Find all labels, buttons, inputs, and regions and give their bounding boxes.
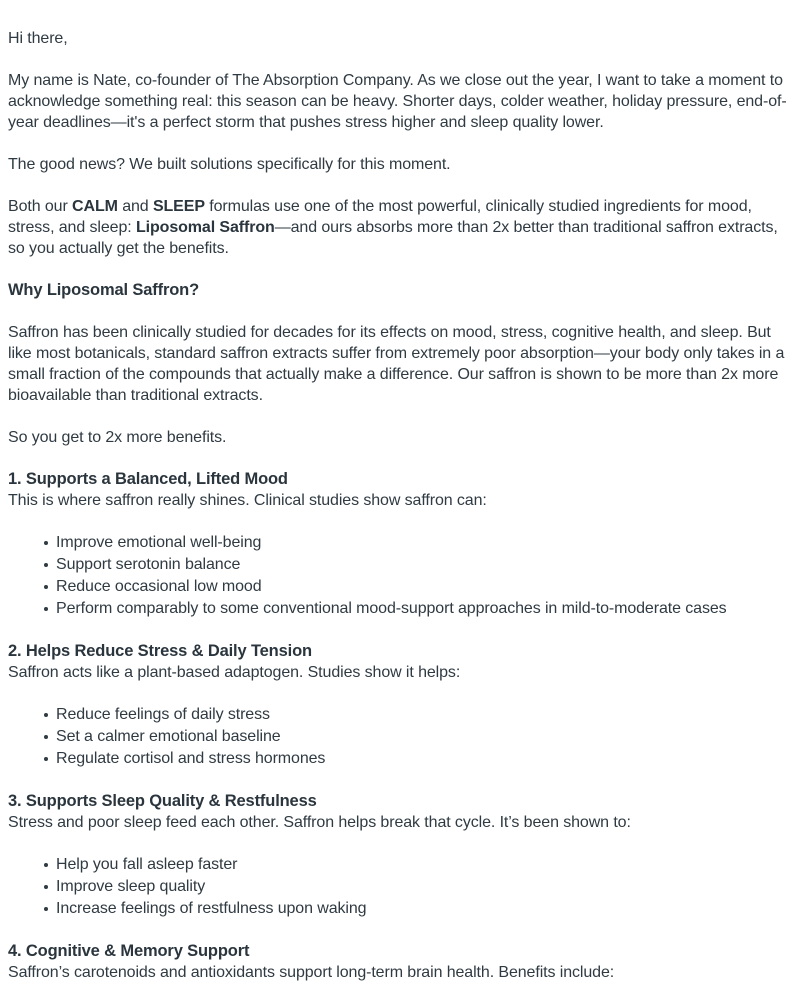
list-item: Increase feelings of restfulness upon waking bbox=[56, 898, 792, 920]
list-item: Reduce occasional low mood bbox=[56, 576, 792, 598]
section-bullet-list-1 bbox=[8, 532, 792, 620]
liposomal-saffron-name: Liposomal Saffron bbox=[135, 219, 275, 236]
section-intro-3: Stress and poor sleep feed each other. Saffron helps break that cycle. It’s been shown to: bbox=[8, 814, 631, 831]
list-item: Reduce feelings of daily stress bbox=[56, 704, 792, 726]
list-item: Set a calmer emotional baseline bbox=[56, 726, 792, 748]
formulas-text-part-3: formulas use one of the most powerful, clinically studied ingredients for mood, stress, and sleep: bbox=[8, 198, 752, 236]
good-news-paragraph: The good news? We built solutions specifically for this moment. bbox=[8, 156, 451, 173]
section-bullet-list-2 bbox=[8, 704, 792, 770]
section-heading-1: 1. Supports a Balanced, Lifted Mood bbox=[8, 470, 288, 488]
list-item: Support serotonin balance bbox=[56, 554, 792, 576]
list-item: Improve sleep quality bbox=[56, 876, 792, 898]
list-item: Perform comparably to some conventional mood-support approaches in mild-to-moderate cases bbox=[56, 598, 792, 620]
spacer bbox=[8, 833, 792, 854]
greeting-paragraph: Hi there, bbox=[8, 30, 68, 47]
list-item: Improve emotional well-being bbox=[56, 532, 792, 554]
formulas-text-part-4: —and ours absorbs more than 2x better than traditional saffron extracts, so you actually get the benefits. bbox=[8, 219, 778, 257]
section-bullet-list-3 bbox=[8, 854, 792, 920]
formulas-text-part-2: and bbox=[117, 198, 153, 215]
list-item: Regulate cortisol and stress hormones bbox=[56, 748, 792, 770]
why-paragraph: Saffron has been clinically studied for decades for its effects on mood, stress, cognitive health, and sleep. But like most botanicals, standard saffron extracts suffer from extremely poor absorption—your body only takes in a small fraction of the compounds that actually make a difference. Our saffron is shown to be more than 2x more bioavailable than traditional extracts. bbox=[8, 324, 785, 404]
section-intro-2: Saffron acts like a plant-based adaptogen. Studies show it helps: bbox=[8, 664, 461, 681]
why-liposomal-saffron-heading: Why Liposomal Saffron? bbox=[8, 281, 200, 299]
intro-paragraph: My name is Nate, co-founder of The Absorption Company. As we close out the year, I want to take a moment to acknowledge something real: this season can be heavy. Shorter days, colder weather, holiday pressure, end-of-year deadlines—it's a perfect storm that pushes stress higher and sleep quality lower. bbox=[8, 72, 787, 131]
formulas-paragraph bbox=[8, 196, 792, 259]
spacer bbox=[8, 683, 792, 704]
section-heading-4: 4. Cognitive & Memory Support bbox=[8, 942, 250, 960]
sleep-product-name: SLEEP bbox=[152, 198, 205, 215]
section-intro-1: This is where saffron really shines. Clinical studies show saffron can: bbox=[8, 492, 487, 509]
calm-product-name: CALM bbox=[72, 198, 118, 215]
formulas-text-part-1: Both our bbox=[8, 198, 73, 215]
benefits-summary-paragraph: So you get to 2x more benefits. bbox=[8, 429, 227, 446]
section-heading-2: 2. Helps Reduce Stress & Daily Tension bbox=[8, 642, 312, 660]
section-intro-4: Saffron’s carotenoids and antioxidants support long-term brain health. Benefits include: bbox=[8, 964, 615, 981]
list-item: Help you fall asleep faster bbox=[56, 854, 792, 876]
section-heading-3: 3. Supports Sleep Quality & Restfulness bbox=[8, 792, 317, 810]
spacer bbox=[8, 511, 792, 532]
